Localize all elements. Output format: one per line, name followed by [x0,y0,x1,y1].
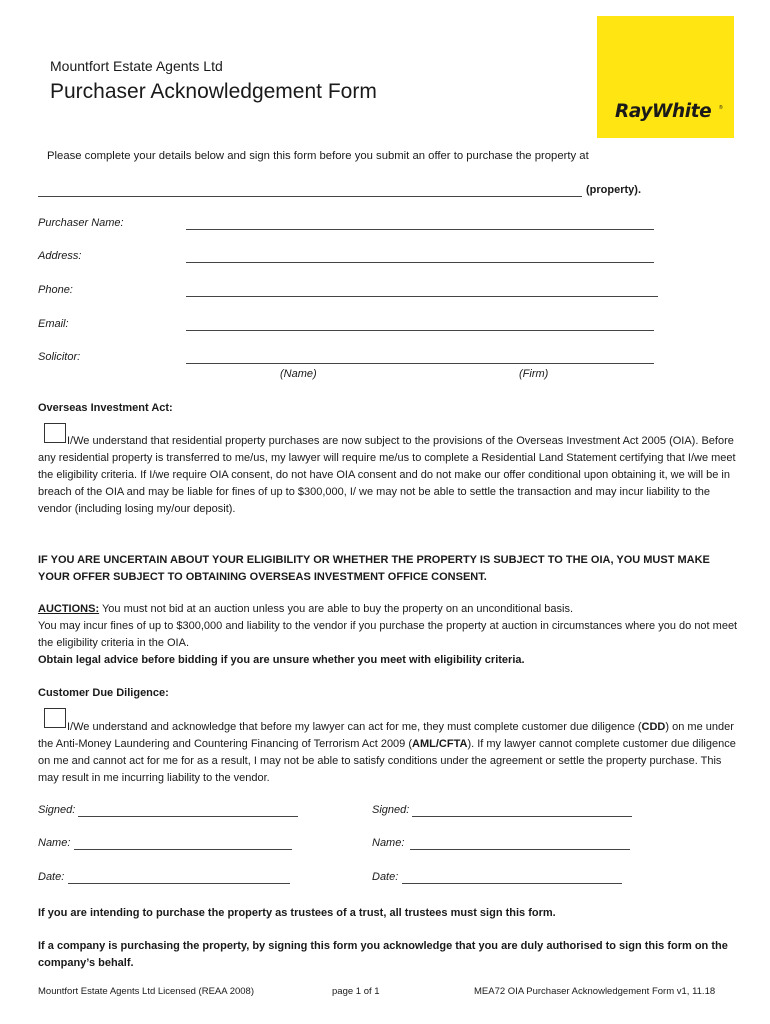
date-label-2: Date: [372,871,399,883]
page-number: page 1 of 1 [332,986,380,997]
aml-cfta-abbr: AML/CFTA [412,738,468,750]
signature-field-2[interactable] [412,816,632,817]
auctions-paragraph [38,601,738,669]
auctions-line2: You may incur fines of up to $300,000 and liability to the vendor if you purchase the property at auction in circumstances where you do not meet the eligibility criteria in the OIA. [38,620,738,649]
intro-text: Please complete your details below and sign this form before you submit an offer to purchase the property at [47,150,589,162]
address-label: Address: [38,250,82,262]
cdd-text-b: ) on me under the Anti-Money Laundering and Countering Financing of Terrorism Act 2009 ( [38,721,734,750]
oia-heading: Overseas Investment Act: [38,402,173,414]
name-field-2[interactable] [410,849,630,850]
auctions-advice: Obtain legal advice before bidding if you are unsure whether you meet with eligibility criteria. [38,654,525,666]
logo-text: RayWhite [615,101,712,122]
oia-warning: IF YOU ARE UNCERTAIN ABOUT YOUR ELIGIBILITY OR WHETHER THE PROPERTY IS SUBJECT TO THE OIA, YOU MUST MAKE YOUR OFFER SUBJECT TO OBTAINING OVERSEAS INVESTMENT OFFICE CONSENT. [38,554,710,583]
phone-label: Phone: [38,284,73,296]
name-label-2: Name: [372,837,405,849]
footer-form-id: MEA72 OIA Purchaser Acknowledgement Form v1, 11.18 [474,986,716,997]
logo-registered-mark: ® [719,105,723,111]
name-field-1[interactable] [74,849,292,850]
footer-license: Mountfort Estate Agents Ltd Licensed (REAA 2008) [38,986,254,997]
phone-field[interactable] [186,296,658,297]
property-address-line[interactable] [38,196,582,197]
solicitor-firm-caption: (Firm) [519,368,549,380]
address-field[interactable] [186,262,654,263]
solicitor-label: Solicitor: [38,351,81,363]
property-label: (property). [586,184,641,196]
purchaser-name-label: Purchaser Name: [38,217,124,229]
signature-field-1[interactable] [78,816,298,817]
date-field-2[interactable] [402,883,622,884]
solicitor-name-caption: (Name) [280,368,317,380]
date-field-1[interactable] [68,883,290,884]
cdd-paragraph [38,719,738,787]
cdd-heading: Customer Due Diligence: [38,687,169,699]
email-label: Email: [38,318,69,330]
name-label-1: Name: [38,837,71,849]
page-title: Purchaser Acknowledgement Form [50,80,377,103]
signed-label-2: Signed: [372,804,410,816]
email-field[interactable] [186,330,654,331]
purchaser-name-field[interactable] [186,229,654,230]
company-note: If a company is purchasing the property, by signing this form you acknowledge that you are duly authorised to sign this form on the company’s behalf. [38,940,728,969]
ray-white-logo [597,16,734,138]
solicitor-field[interactable] [186,363,654,364]
trustees-note: If you are intending to purchase the property as trustees of a trust, all trustees must sign this form. [38,907,556,919]
cdd-text-a: I/We understand and acknowledge that before my lawyer can act for me, they must complete customer due diligence ( [67,721,642,733]
signed-label-1: Signed: [38,804,76,816]
auctions-label: AUCTIONS: [38,603,100,615]
cdd-text-c: ). If my lawyer cannot complete customer due diligence on me and cannot act for me for as a result, I may not be able to satisfy conditions under the agreement or settle the property purchase. This may result in me incurring liability to the vendor. [38,738,736,784]
cdd-abbr: CDD [641,721,666,733]
oia-paragraph [38,433,738,518]
oia-text: I/We understand that residential property purchases are now subject to the provisions of the Overseas Investment Act 2005 (OIA). Before any residential property is transferred to me/us, my lawyer will require me/us to complete a Residential Land Statement certifying that I/we meet the eligibility criteria. If I/we require OIA consent, do not have OIA consent and do not make our offer conditional upon obtaining it, we will be in breach of the OIA and may be liable for fines of up to $300,000, I/ we may not be able to settle the transaction and may incur liability to the vendor (including losing my/our deposit). [38,435,736,515]
agency-name: Mountfort Estate Agents Ltd [50,58,223,74]
auctions-line1: You must not bid at an auction unless you are able to buy the property on an unconditional basis. [101,603,574,615]
date-label-1: Date: [38,871,65,883]
